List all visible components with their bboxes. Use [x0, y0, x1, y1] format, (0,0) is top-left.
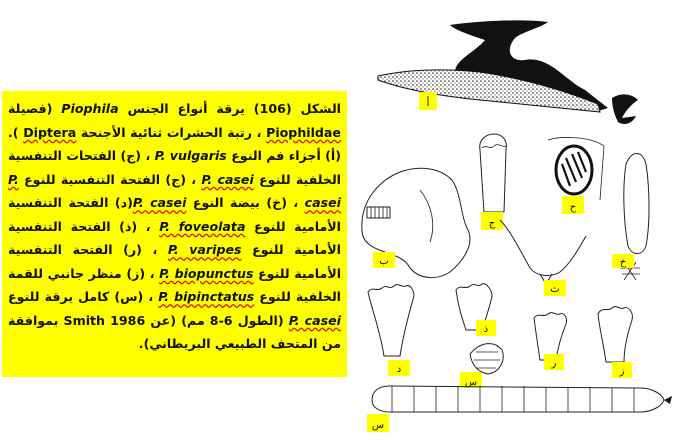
tip-segments	[474, 352, 500, 368]
hook-tip	[612, 94, 638, 124]
spiracle-fan	[534, 313, 567, 360]
body-curve	[420, 190, 433, 242]
spiracle-figure-d	[368, 285, 414, 376]
caption-part: (فصيلة	[8, 101, 62, 116]
spiracles-figure-h	[548, 138, 604, 214]
spiracle-ring	[556, 146, 592, 194]
label-j: ج	[488, 218, 496, 229]
caption-part: ، (ذ) الفتحة التنفسية الأمامية للنوع	[8, 218, 341, 257]
species-name: P. varipes	[167, 242, 242, 257]
spiracle-fan	[598, 307, 632, 362]
caption-part: ، (ر) الفتحة التنفسية الأمامية للنوع	[8, 242, 342, 281]
caption-part: ، رتبة الحشرات ثنائية الأجنحة	[76, 124, 262, 140]
spiracle-figure-j	[480, 134, 507, 230]
label-s2: س	[371, 420, 385, 431]
species-name: P. casei	[201, 171, 254, 187]
mouthparts-figure-a	[378, 20, 638, 124]
spiracle-figure-r	[534, 313, 567, 370]
caption-part: (أ) أجزاء فم النوع	[226, 148, 341, 163]
whole-larva-figure-s	[367, 386, 672, 432]
caption-part: ، (ج) الفتحة التنفسية للنوع	[18, 171, 197, 187]
posterior-end-figure-th	[500, 220, 586, 296]
spiracle-figure-z	[598, 307, 632, 378]
species-name: P. biopunctus	[159, 265, 254, 281]
caption-part: ، (س) كامل يرقة للنوع	[8, 289, 154, 304]
spiracle-figure-dh	[456, 284, 496, 336]
label-a: أ	[426, 98, 430, 109]
caption-text	[8, 97, 341, 356]
larva-illustration	[340, 0, 675, 440]
species-name: P. vulgaris	[154, 148, 227, 163]
caption-part: (د) الفتحة التنفسية الأمامية للنوع	[8, 195, 341, 234]
larva-mouth-hook	[664, 396, 672, 404]
species-name: P. casei	[8, 171, 341, 210]
label-b: ب	[379, 256, 389, 267]
caption-part: ، (ج) الفتحات التنفسية الخلفية للنوع	[8, 148, 341, 187]
species-name: P. foveolata	[159, 218, 246, 234]
posterior-view-figure-b	[362, 168, 470, 277]
body-outline	[500, 220, 586, 275]
species-name: P. casei	[132, 195, 187, 210]
tip-outline	[470, 344, 503, 374]
label-d: د	[396, 364, 402, 375]
label-kh: خ	[619, 257, 627, 268]
order-name: Diptera	[23, 124, 77, 140]
species-name: P. casei	[288, 312, 342, 328]
caption-part: الشكل (106) يرقة أنواع الجنس	[118, 101, 341, 116]
posterior-tip-figure-s1	[460, 344, 503, 388]
spiracle-lines	[371, 207, 387, 218]
label-z: ز	[619, 366, 625, 377]
figure-caption	[2, 91, 347, 377]
genus-name: Piophila	[61, 101, 119, 116]
spiracle-plate	[367, 207, 390, 218]
spiracle-fan	[368, 285, 414, 356]
label-s1: س	[464, 377, 478, 388]
label-h: ح	[569, 202, 577, 213]
spiracle-lobes	[482, 145, 506, 148]
larva-segments	[392, 386, 634, 412]
label-th: ث	[550, 284, 560, 295]
caption-part: ، (خ) بيضة النوع	[186, 195, 299, 210]
label-dh: ذ	[483, 324, 489, 335]
species-name: P. bipinctatus	[158, 289, 255, 304]
family-name: Piophildae	[266, 124, 341, 140]
caption-part: ، (ز) منظر جانبي للقمة الخلفية للنوع	[8, 265, 341, 304]
egg-figure-kh	[612, 154, 649, 281]
label-r: ر	[551, 358, 557, 369]
egg-outline	[624, 154, 649, 254]
caption-part: ).	[8, 124, 24, 140]
larva-outline	[372, 386, 664, 412]
caption-part: (الطول 6-8 مم) (عن Smith 1986 بموافقة من المتحف الطبيعي البريطاني).	[8, 312, 341, 351]
